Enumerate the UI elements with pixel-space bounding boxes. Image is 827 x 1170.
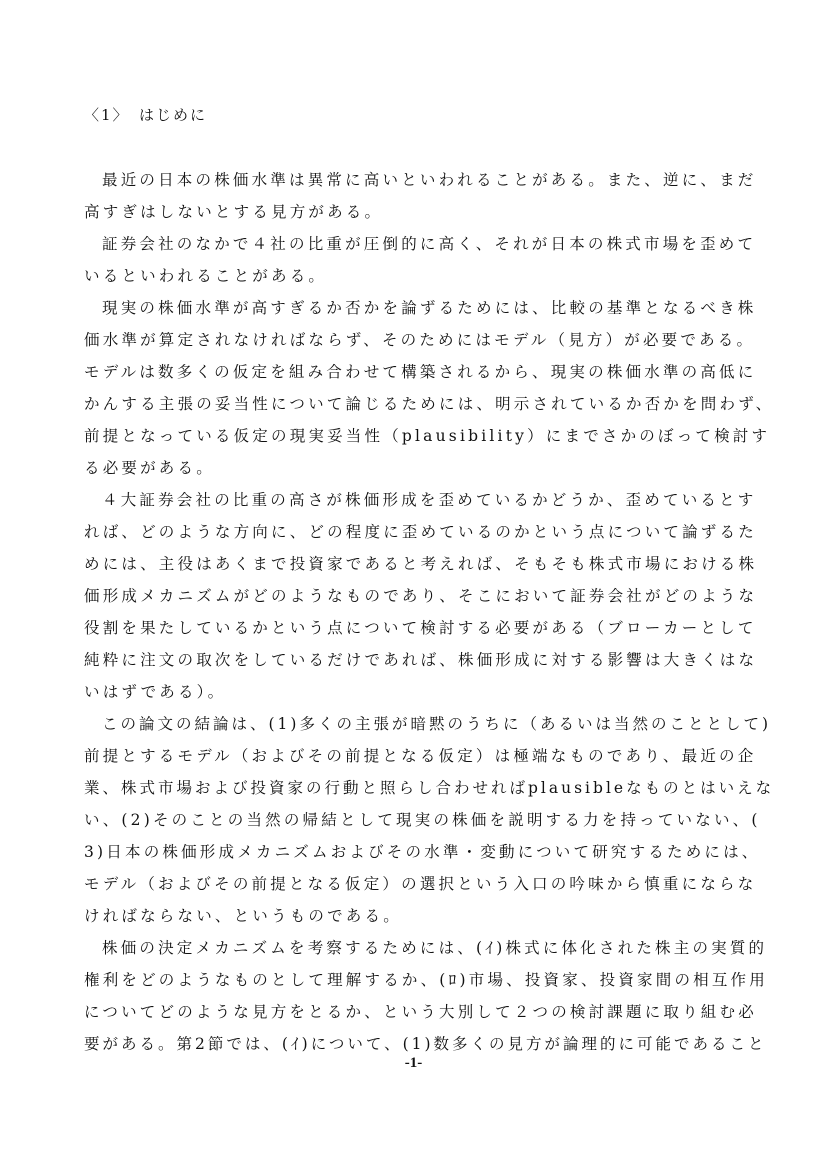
text-line: かんする主張の妥当性について論じるためには、明示されているか否かを問わず、 [84,395,775,413]
text-line: 現実の株価水準が高すぎるか否かを論ずるためには、比較の基準となるべき株 [102,299,757,317]
text-line: 前提とするモデル（およびその前提となる仮定）は極端なものであり、最近の企 [84,747,757,765]
text-line: 価形成メカニズムがどのようなものであり、そこにおいて証券会社がどのような [84,587,758,605]
section-heading: 〈1〉 はじめに [84,106,208,124]
text-line: れば、どのような方向に、どの程度に歪めているのかという点について論ずるた [84,523,757,541]
text-line: 役割を果たしているかという点について検討する必要がある（ブローカーとして [84,619,757,637]
text-line: 要がある。第2節では、(ｲ)について、(1)数多くの見方が論理的に可能であること [84,1035,767,1053]
text-line: いるといわれることがある。 [84,267,328,285]
text-line: る必要がある。 [84,459,215,477]
text-line: 価水準が算定されなければならず、そのためにはモデル（見方）が必要である。 [84,331,756,349]
text-line: モデル（およびその前提となる仮定）の選択という入口の吟味から慎重にならな [84,875,757,893]
text-line: い、(2)そのことの当然の帰結として現実の株価を説明する力を持っていない、( [84,811,761,829]
text-line: 最近の日本の株価水準は異常に高いといわれることがある。また、逆に、まだ [102,171,757,189]
text-line: ければならない、というものである。 [84,907,402,925]
page-number: -1- [404,1055,423,1071]
text-line: この論文の結論は、(1)多くの主張が暗黙のうちに（あるいは当然のこととして) [102,715,772,733]
text-line: 高すぎはしないとする見方がある。 [84,203,384,221]
body-text [84,164,774,1060]
text-line: 前提となっている仮定の現実妥当性（plausibility）にまでさかのぼって検討す [84,427,771,445]
text-line: についてどのような見方をとるか、という大別して２つの検討課題に取り組む必 [84,1003,757,1021]
text-line: 株価の決定メカニズムを考察するためには、(ｲ)株式に体化された株主の実質的 [102,939,768,957]
text-line: めには、主役はあくまで投資家であると考えれば、そもそも株式市場における株 [84,555,758,573]
text-line: ４大証券会社の比重の高さが株価形成を歪めているかどうか、歪めているとす [102,491,757,509]
text-line: いはずである）。 [84,683,227,701]
text-line: 権利をどのようなものとして理解するか、(ﾛ)市場、投資家、投資家間の相互作用 [84,971,768,989]
text-line: 3)日本の株価形成メカニズムおよびその水準・変動について研究するためには、 [84,843,761,861]
text-line: 業、株式市場および投資家の行動と照らし合わせればplausibleなものとはいえな [84,779,775,797]
text-line: 純粋に注文の取次をしているだけであれば、株価形成に対する影響は大きくはな [84,651,758,669]
text-line: 証券会社のなかで４社の比重が圧倒的に高く、それが日本の株式市場を歪めて [102,235,757,253]
text-line: モデルは数多くの仮定を組み合わせて構築されるから、現実の株価水準の高低に [84,363,757,381]
